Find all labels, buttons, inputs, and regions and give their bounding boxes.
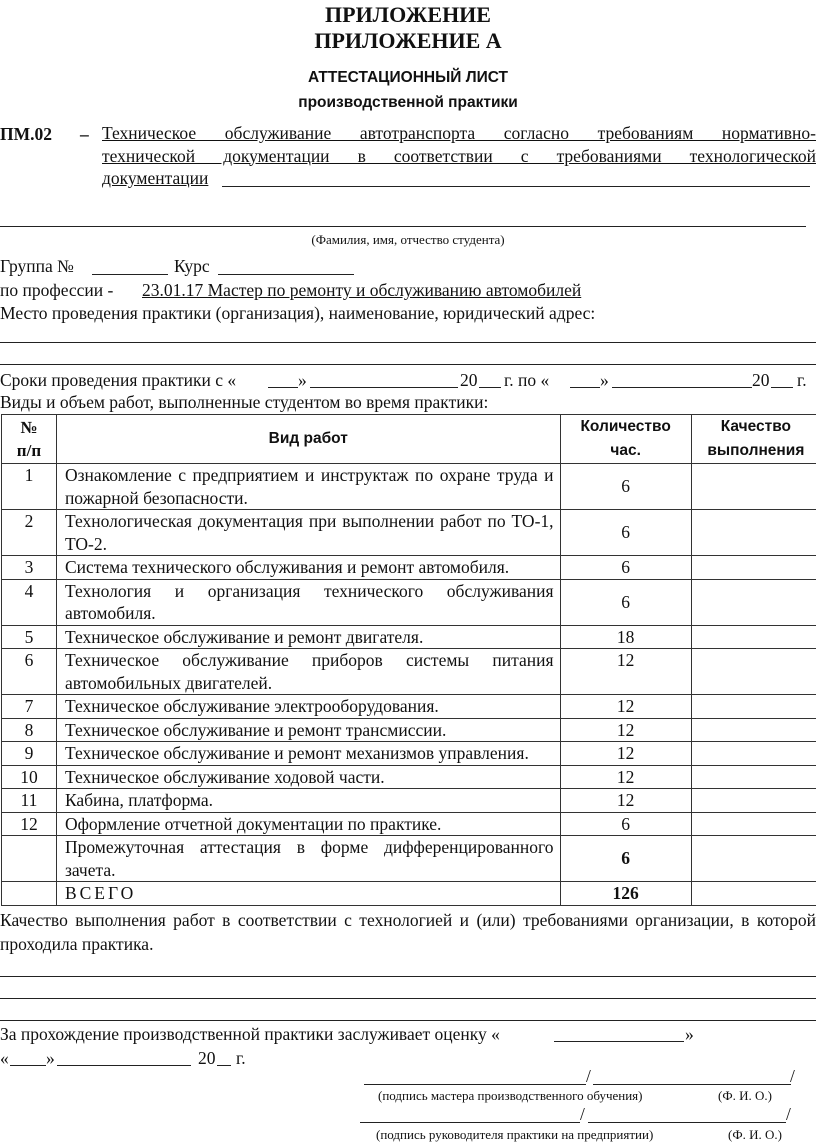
table-row: [2, 579, 816, 625]
end-label: г. по «: [504, 370, 550, 390]
row-number: 10: [2, 765, 57, 789]
start-year-prefix: 20: [460, 370, 478, 390]
quote-close-2: »: [600, 370, 609, 390]
end-month-field[interactable]: [612, 387, 752, 388]
student-name-line[interactable]: [0, 226, 806, 227]
practice-subtitle: производственной практики: [298, 94, 518, 111]
course-field[interactable]: [218, 274, 354, 275]
row-quality[interactable]: [691, 812, 816, 836]
table-row: [2, 789, 816, 813]
col-hours-line1: Количество: [580, 418, 671, 435]
grade-year-field[interactable]: [217, 1065, 231, 1066]
col-num-header: [2, 415, 57, 464]
slash: /: [580, 1104, 585, 1124]
row-quality[interactable]: [691, 836, 816, 882]
row-number: 11: [2, 789, 57, 813]
table-row: [2, 742, 816, 766]
module-fill-line[interactable]: [222, 186, 810, 187]
group-field[interactable]: [92, 274, 168, 275]
row-number: 2: [2, 510, 57, 556]
profession-label: по профессии -: [0, 280, 114, 300]
row-hours: 12: [560, 742, 691, 766]
row-number: 8: [2, 718, 57, 742]
row-quality[interactable]: [691, 718, 816, 742]
row-quality[interactable]: [691, 695, 816, 719]
appendix-title: ПРИЛОЖЕНИЕ: [325, 2, 491, 27]
row-work: Система технического обслуживания и ремонт автомобиля.: [56, 556, 560, 580]
col-num-line1: №: [20, 418, 38, 437]
table-row: [2, 695, 816, 719]
place-label: Место проведения практики (организация), наименование, юридический адрес:: [0, 303, 596, 323]
row-work: Кабина, платформа.: [56, 789, 560, 813]
row-work: Ознакомление с предприятием и инструктаж по охране труда и пожарной безопасности.: [56, 464, 560, 510]
grade-date-row: [0, 1046, 400, 1070]
col-hours-header: [560, 415, 691, 464]
row-work: Техническое обслуживание ходовой части.: [56, 765, 560, 789]
practice-period-row: [0, 368, 816, 392]
row-hours: 6: [560, 836, 691, 882]
row-number: 1: [2, 464, 57, 510]
grade-label: За прохождение производственной практики заслуживает оценку «: [0, 1024, 500, 1044]
row-number: 7: [2, 695, 57, 719]
module-title-line2: технической документации в соответствии с требованиями технологической: [102, 145, 816, 166]
end-year-prefix: 20: [752, 370, 770, 390]
col-quality-line1: Качество: [720, 418, 792, 435]
row-work: Технологическая документация при выполнении работ по ТО-1, ТО-2.: [56, 510, 560, 556]
row-number: 6: [2, 649, 57, 695]
row-number: 4: [2, 579, 57, 625]
row-work: Техническое обслуживание и ремонт двигателя.: [56, 625, 560, 649]
table-row: [2, 556, 816, 580]
grade-row: [0, 1022, 816, 1046]
quality-text: Качество выполнения работ в соответствии с технологией и (или) требованиями организации, в которой проходила практика.: [0, 910, 816, 954]
row-quality[interactable]: [691, 579, 816, 625]
table-row: [2, 464, 816, 510]
row-hours: 12: [560, 695, 691, 719]
table-row: [2, 510, 816, 556]
grade-day-field[interactable]: [10, 1065, 46, 1066]
quality-line-3[interactable]: [0, 1020, 816, 1021]
row-work: Техническое обслуживание приборов системы питания автомобильных двигателей.: [56, 649, 560, 695]
row-number: 3: [2, 556, 57, 580]
total-number: [2, 882, 57, 906]
row-quality[interactable]: [691, 625, 816, 649]
table-row: [2, 812, 816, 836]
row-number: 9: [2, 742, 57, 766]
row-quality[interactable]: [691, 556, 816, 580]
works-table: [1, 414, 816, 906]
period-label: Сроки проведения практики с «: [0, 370, 237, 390]
row-quality[interactable]: [691, 464, 816, 510]
head-signature-field[interactable]: [360, 1122, 580, 1123]
row-work: Оформление отчетной документации по практике.: [56, 812, 560, 836]
end-year-suffix: г.: [797, 370, 807, 390]
total-label: ВСЕГО: [56, 882, 560, 906]
module-code: ПМ.02: [0, 124, 53, 144]
total-quality[interactable]: [691, 882, 816, 906]
table-row: [2, 625, 816, 649]
row-hours: 6: [560, 812, 691, 836]
row-number: 5: [2, 625, 57, 649]
grade-month-field[interactable]: [57, 1065, 191, 1066]
row-quality[interactable]: [691, 649, 816, 695]
row-hours: 12: [560, 765, 691, 789]
appendix-a-title: ПРИЛОЖЕНИЕ А: [314, 28, 502, 53]
quality-line-1[interactable]: [0, 976, 816, 977]
place-line-1[interactable]: [0, 342, 816, 343]
group-label: Группа №: [0, 256, 74, 276]
grade-close-quote: »: [685, 1024, 694, 1044]
module-dash: –: [80, 124, 89, 144]
start-year-field[interactable]: [479, 387, 501, 388]
col-work-header: Вид работ: [56, 415, 560, 464]
student-name-caption: (Фамилия, имя, отчество студента): [311, 232, 505, 247]
start-day-field[interactable]: [268, 387, 298, 388]
profession-value: 23.01.17 Мастер по ремонту и обслуживанию автомобилей: [142, 280, 582, 300]
slash: /: [790, 1066, 795, 1086]
row-hours: 6: [560, 556, 691, 580]
row-work: Промежуточная аттестация в форме дифференцированного зачета.: [56, 836, 560, 882]
works-intro: Виды и объем работ, выполненные студентом во время практики:: [0, 392, 489, 412]
total-row: [2, 882, 816, 906]
row-hours: 18: [560, 625, 691, 649]
row-quality[interactable]: [691, 742, 816, 766]
start-month-field[interactable]: [310, 387, 458, 388]
module-title-line1: Техническое обслуживание автотранспорта согласно требованиям нормативно-: [102, 123, 816, 143]
row-work: Техническое обслуживание и ремонт трансмиссии.: [56, 718, 560, 742]
table-header-row: [2, 415, 816, 464]
row-quality[interactable]: [691, 765, 816, 789]
end-year-field[interactable]: [771, 387, 793, 388]
quality-line-2[interactable]: [0, 998, 816, 999]
module-title: [102, 122, 816, 190]
row-number: 12: [2, 812, 57, 836]
row-work: Техническое обслуживание и ремонт механизмов управления.: [56, 742, 560, 766]
row-hours: 12: [560, 789, 691, 813]
row-work: Техническое обслуживание электрооборудования.: [56, 695, 560, 719]
col-num-line2: п/п: [16, 441, 42, 460]
col-quality-line2: выполнения: [707, 442, 805, 459]
end-day-field[interactable]: [570, 387, 600, 388]
date-close-quote: »: [46, 1048, 55, 1068]
table-row: [2, 649, 816, 695]
slash: /: [586, 1066, 591, 1086]
table-row: [2, 765, 816, 789]
grade-year-suffix: г.: [236, 1048, 246, 1068]
row-hours: 6: [560, 464, 691, 510]
quote-close: »: [298, 370, 307, 390]
row-quality[interactable]: [691, 510, 816, 556]
grade-field[interactable]: [554, 1041, 684, 1042]
row-quality[interactable]: [691, 789, 816, 813]
total-hours: 126: [560, 882, 691, 906]
master-fio-caption: (Ф. И. О.): [718, 1088, 772, 1103]
row-work: Технология и организация технического обслуживания автомобиля.: [56, 579, 560, 625]
place-line-2[interactable]: [0, 364, 816, 365]
row-number: [2, 836, 57, 882]
head-signature-caption: (подпись руководителя практики на предприятии): [376, 1127, 654, 1142]
date-open-quote: «: [0, 1048, 9, 1068]
col-hours-line2: час.: [610, 442, 641, 459]
grade-year-prefix: 20: [198, 1048, 216, 1068]
master-signature-caption: (подпись мастера производственного обучения): [378, 1088, 643, 1103]
row-hours: 12: [560, 649, 691, 695]
attestation-title: АТТЕСТАЦИОННЫЙ ЛИСТ: [307, 69, 508, 86]
head-fio-caption: (Ф. И. О.): [728, 1127, 782, 1142]
table-row: [2, 836, 816, 882]
col-quality-header: [691, 415, 816, 464]
row-hours: 12: [560, 718, 691, 742]
row-hours: 6: [560, 579, 691, 625]
slash: /: [786, 1104, 791, 1124]
master-fio-field[interactable]: [593, 1084, 791, 1085]
table-row: [2, 718, 816, 742]
module-title-line3: документации: [102, 168, 209, 188]
course-label: Курс: [174, 256, 210, 276]
row-hours: 6: [560, 510, 691, 556]
master-signature-field[interactable]: [364, 1084, 586, 1085]
head-fio-field[interactable]: [588, 1122, 786, 1123]
